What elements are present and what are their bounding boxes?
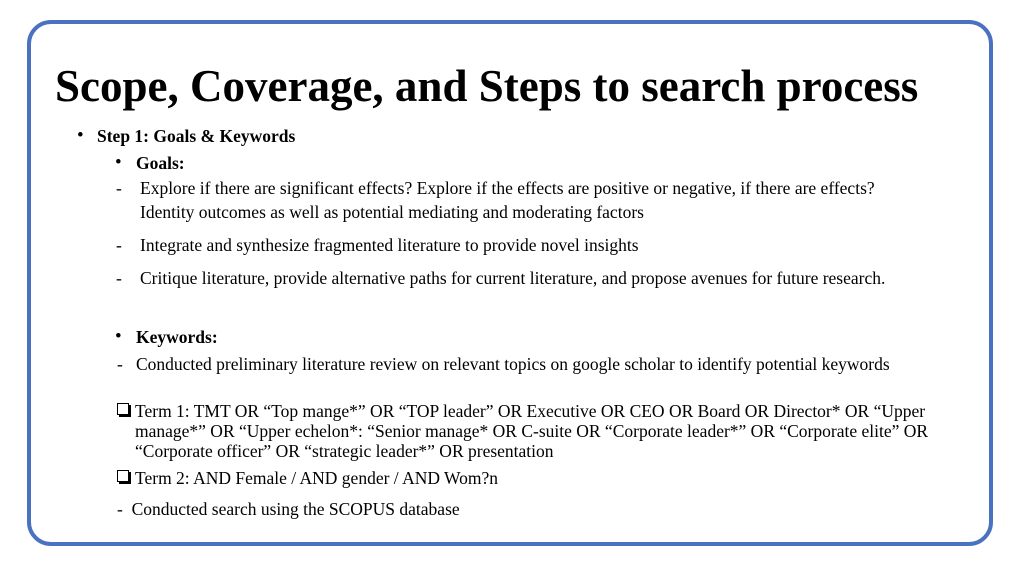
checkbox-square-icon: [117, 403, 129, 415]
slide-title: Scope, Coverage, and Steps to search process: [55, 61, 919, 111]
term-text: Term 2: AND Female / AND gender / AND Wom?n: [135, 468, 499, 488]
goal-item-marker: -: [116, 178, 122, 198]
step-bullet: •: [77, 125, 84, 146]
keywords-closing-text: - Conducted search using the SCOPUS database: [117, 499, 460, 519]
term-item: [117, 468, 947, 488]
goal-item-text: Integrate and synthesize fragmented literature to provide novel insights: [140, 235, 639, 255]
step-label: Step 1: Goals & Keywords: [97, 126, 296, 146]
goal-item-marker: -: [116, 235, 122, 255]
term-item: [117, 401, 947, 461]
term-text: Term 1: TMT OR “Top mange*” OR “TOP leader” OR Executive OR CEO OR Board OR Director* OR “Upper manage*” OR “Upper echelon*: “Senior manage* OR C-suite OR “Corporate leader*” OR “Corporate elite” OR “Corporate officer” OR “strategic leader*” OR presentation: [135, 401, 929, 461]
goal-item-text: Critique literature, provide alternative paths for current literature, and propose avenues for future research.: [140, 268, 886, 288]
goal-item-text: Explore if there are significant effects? Explore if the effects are positive or negative, if there are effects? Identity outcomes as well as potential mediating and moderating factors: [140, 178, 875, 222]
goals-bullet: •: [115, 152, 122, 173]
checkbox-square-icon: [117, 470, 129, 482]
goals-heading: Goals:: [136, 153, 185, 173]
keywords-heading: Keywords:: [136, 327, 218, 347]
goal-item-marker: -: [116, 268, 122, 288]
keywords-intro-text: - Conducted preliminary literature review on relevant topics on google scholar to identify potential keywords: [117, 354, 890, 374]
keywords-bullet: •: [115, 326, 122, 347]
